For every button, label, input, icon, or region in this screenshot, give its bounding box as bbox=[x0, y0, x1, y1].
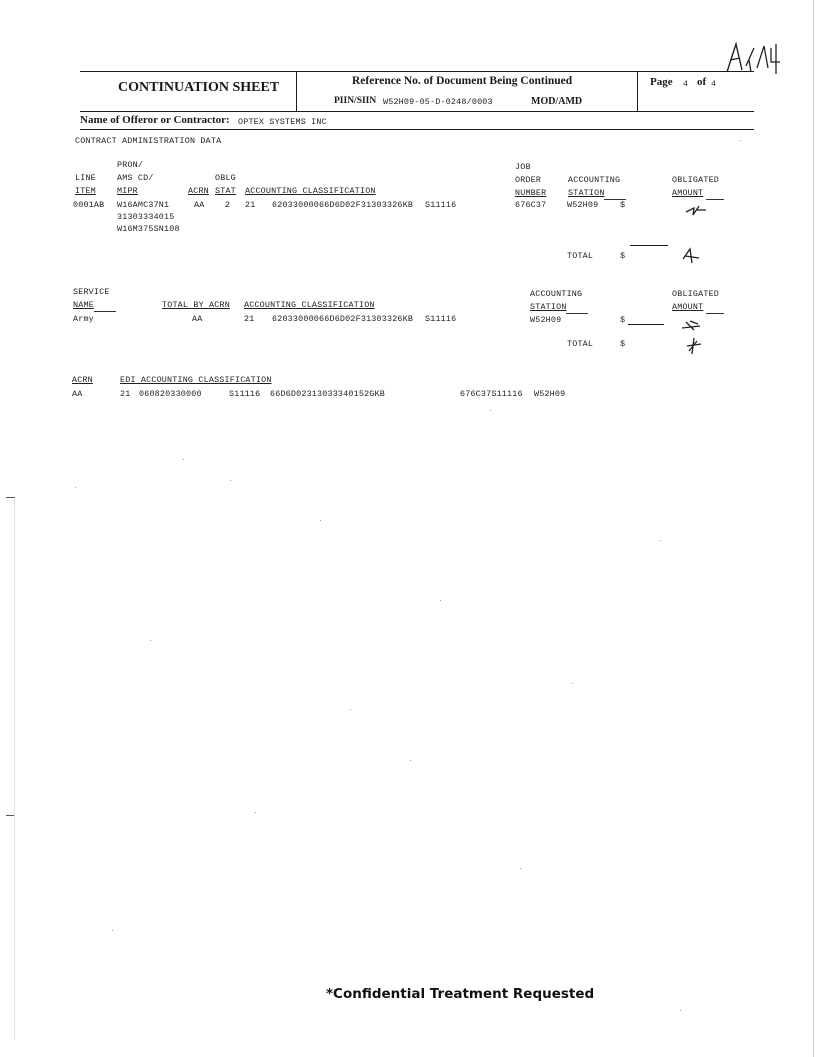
offeror-label: Name of Offeror or Contractor: bbox=[80, 114, 230, 126]
mipr-value-1: W16AMC37N1 bbox=[117, 200, 170, 210]
page-number: 4 bbox=[683, 79, 689, 89]
total-amount-rule bbox=[630, 245, 668, 246]
amount-underline-ext bbox=[706, 199, 724, 200]
scan-speck bbox=[410, 760, 411, 761]
col-header-service-obligated: OBLIGATED bbox=[672, 289, 720, 299]
scan-speck bbox=[440, 600, 441, 601]
currency-symbol: $ bbox=[620, 200, 626, 210]
contract-admin-heading: CONTRACT ADMINISTRATION DATA bbox=[75, 136, 222, 146]
accounting-prefix: 21 bbox=[245, 200, 256, 210]
edi-code-2: S11116 bbox=[229, 389, 261, 399]
scan-speck bbox=[490, 410, 491, 411]
scan-speck bbox=[230, 480, 231, 481]
col-header-number: NUMBER bbox=[515, 188, 547, 198]
col-header-edi-acrn: ACRN bbox=[72, 375, 93, 385]
col-header-edi-accounting-classification: EDI ACCOUNTING CLASSIFICATION bbox=[120, 375, 272, 385]
line-item-number: 0001AB bbox=[73, 200, 105, 210]
edi-code-3: 66D6D02313033340152GKB bbox=[270, 389, 385, 399]
header-divider-right bbox=[637, 71, 638, 111]
service-station-value: W52H09 bbox=[530, 315, 562, 325]
accounting-classification-value: 62033000066D6D02F31303326KB bbox=[272, 200, 414, 210]
col-header-oblg: OBLG bbox=[215, 173, 236, 183]
col-header-accounting-classification: ACCOUNTING CLASSIFICATION bbox=[245, 186, 376, 196]
redacted-service-amount-mark bbox=[680, 318, 704, 332]
page-title: CONTINUATION SHEET bbox=[118, 80, 280, 95]
edi-prefix: 21 bbox=[120, 389, 131, 399]
scan-speck bbox=[520, 868, 521, 869]
piin-label: PIIN/SIIN bbox=[334, 96, 377, 106]
scan-speck bbox=[320, 520, 321, 521]
col-header-service-accounting-classification: ACCOUNTING CLASSIFICATION bbox=[244, 300, 375, 310]
service-amount-underline-ext bbox=[706, 313, 724, 314]
scan-speck bbox=[350, 709, 351, 710]
service-amount-rule bbox=[628, 324, 664, 325]
redacted-amount-mark bbox=[684, 203, 708, 217]
total-currency: $ bbox=[620, 251, 626, 261]
total-label: TOTAL bbox=[567, 251, 594, 261]
col-header-total-by-acrn: TOTAL BY ACRN bbox=[162, 300, 230, 310]
col-header-line: LINE bbox=[75, 173, 96, 183]
mipr-value-2: 31303334015 bbox=[117, 212, 175, 222]
col-header-service-name: NAME bbox=[73, 300, 94, 310]
service-station-underline-ext bbox=[566, 313, 588, 314]
scan-speck bbox=[150, 640, 151, 641]
scan-speck bbox=[112, 930, 113, 931]
redacted-total-mark bbox=[680, 247, 702, 265]
col-header-amscd: AMS CD/ bbox=[117, 173, 154, 183]
redacted-service-total-mark bbox=[684, 336, 704, 356]
edi-acrn-value: AA bbox=[72, 389, 83, 399]
col-header-order: ORDER bbox=[515, 175, 542, 185]
accounting-suffix: S11116 bbox=[425, 200, 457, 210]
scan-speck bbox=[75, 487, 76, 488]
col-header-pron: PRON/ bbox=[117, 160, 144, 170]
edi-code-1: 060820330000 bbox=[139, 389, 202, 399]
scan-right-edge bbox=[813, 0, 814, 1057]
scan-edge-line bbox=[14, 500, 15, 1040]
confidential-notice: *Confidential Treatment Requested bbox=[326, 986, 595, 1002]
scan-speck bbox=[740, 140, 741, 141]
piin-value: W52H09-05-D-0248/0003 bbox=[383, 97, 493, 107]
reference-label: Reference No. of Document Being Continued bbox=[352, 75, 573, 87]
service-name-value: Army bbox=[73, 314, 94, 324]
col-header-stat: STAT bbox=[215, 186, 236, 196]
job-order-value: 676C37 bbox=[515, 200, 547, 210]
page-total: 4 bbox=[711, 79, 717, 89]
mod-amd-label: MOD/AMD bbox=[531, 96, 583, 107]
col-header-amount: AMOUNT bbox=[672, 188, 704, 198]
service-accounting-prefix: 21 bbox=[244, 314, 255, 324]
acrn-value: AA bbox=[194, 200, 205, 210]
col-header-job: JOB bbox=[515, 162, 531, 172]
col-header-station: STATION bbox=[568, 188, 605, 198]
header-divider-left bbox=[296, 71, 297, 111]
scan-speck bbox=[572, 683, 573, 684]
col-header-mipr: MIPR bbox=[117, 186, 138, 196]
col-header-service-station: STATION bbox=[530, 302, 567, 312]
name-underline-ext bbox=[94, 311, 116, 312]
col-header-item: ITEM bbox=[75, 186, 96, 196]
header-top-rule bbox=[80, 71, 754, 72]
scan-speck bbox=[183, 459, 184, 460]
mipr-value-3: W16M375SN108 bbox=[117, 224, 180, 234]
edi-code-4: 676C37S11116 bbox=[460, 389, 523, 399]
scan-margin-tick bbox=[6, 497, 15, 498]
col-header-service-accounting: ACCOUNTING bbox=[530, 289, 583, 299]
service-currency-symbol: $ bbox=[620, 315, 626, 325]
service-accounting-classification-value: 62033000066D6D02F31303326KB bbox=[272, 314, 414, 324]
service-total-label: TOTAL bbox=[567, 339, 594, 349]
scan-speck bbox=[680, 1010, 681, 1011]
col-header-service: SERVICE bbox=[73, 287, 110, 297]
col-header-service-amount: AMOUNT bbox=[672, 302, 704, 312]
header-bottom-rule bbox=[80, 111, 754, 112]
accounting-station-value: W52H09 bbox=[567, 200, 599, 210]
service-accounting-suffix: S11116 bbox=[425, 314, 457, 324]
col-header-obligated: OBLIGATED bbox=[672, 175, 720, 185]
page-of-label: of bbox=[697, 76, 707, 88]
scan-speck bbox=[255, 812, 256, 813]
edi-code-5: W52H09 bbox=[534, 389, 566, 399]
service-total-currency: $ bbox=[620, 339, 626, 349]
offeror-value: OPTEX SYSTEMS INC bbox=[238, 117, 327, 127]
col-header-accounting: ACCOUNTING bbox=[568, 175, 621, 185]
col-header-acrn: ACRN bbox=[188, 186, 209, 196]
stat-value: 2 bbox=[225, 200, 231, 210]
page-label: Page bbox=[650, 76, 673, 88]
scan-speck bbox=[660, 540, 661, 541]
offeror-bottom-rule bbox=[80, 129, 754, 130]
service-acrn-value: AA bbox=[192, 314, 203, 324]
handwritten-page-mark bbox=[724, 38, 782, 78]
